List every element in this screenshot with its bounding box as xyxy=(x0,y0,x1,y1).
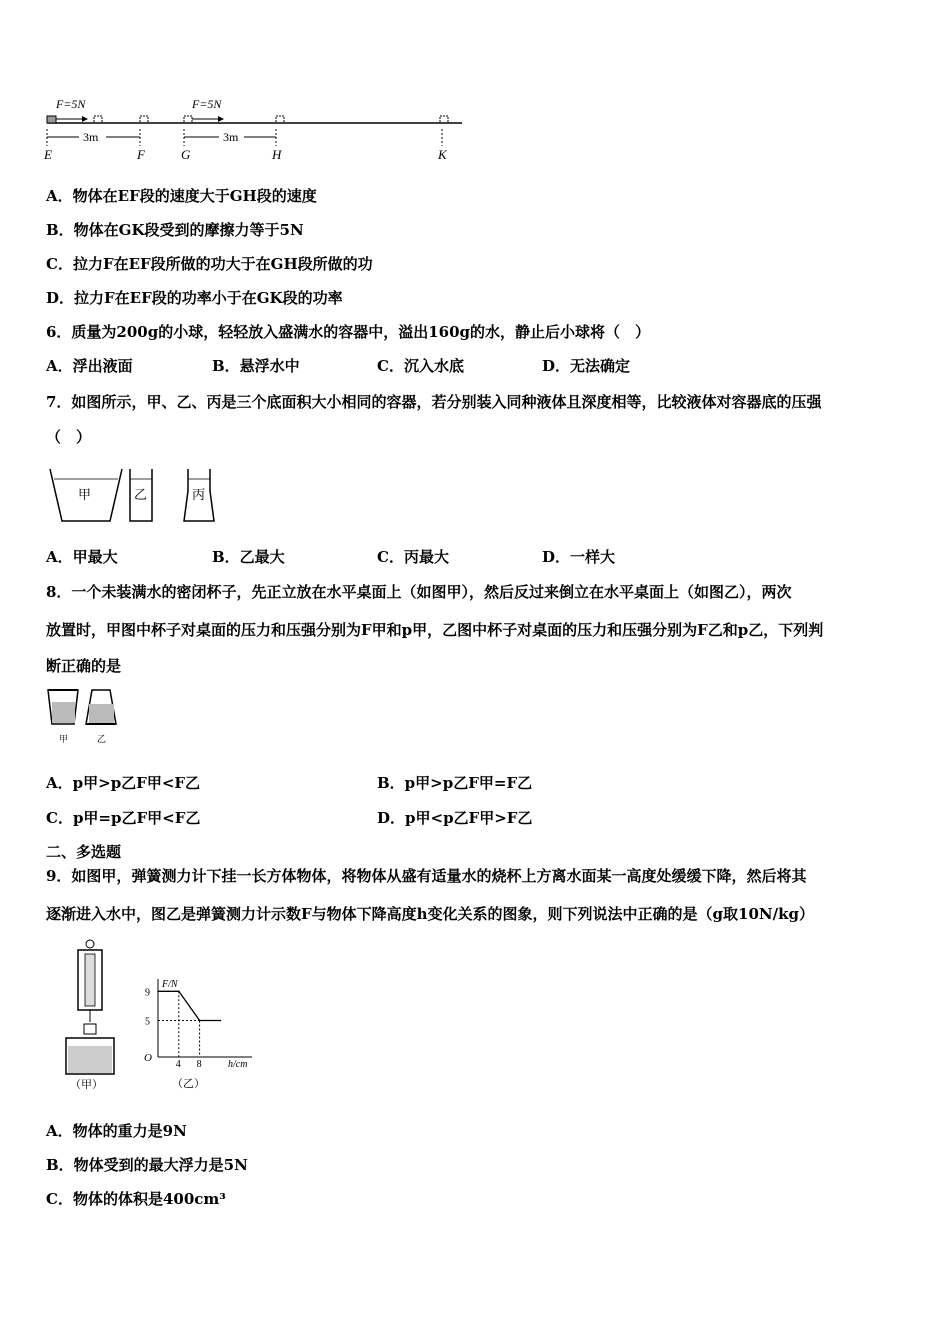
q7-option-a: A．甲最大 xyxy=(46,548,118,566)
x-tick-label: 4 xyxy=(175,1059,181,1070)
q5-option-c: C．拉力F在EF段所做的功大于在GH段所做的功 xyxy=(46,255,373,273)
q7-stem-line2: （ ） xyxy=(46,428,92,446)
q6-option-b: B．悬浮水中 xyxy=(212,357,300,375)
q5-option-b: B．物体在GK段受到的摩擦力等于5N xyxy=(46,221,304,239)
container-label-bing: 丙 xyxy=(192,487,206,502)
x-tick-label: 8 xyxy=(196,1059,202,1070)
q8-option-c: C．p甲=p乙F甲<F乙 xyxy=(46,809,201,827)
q7-option-c: C．丙最大 xyxy=(377,548,449,566)
q9-stem-line1: 9．如图甲，弹簧测力计下挂一长方体物体，将物体从盛有适量水的烧杯上方离水面某一高度处缓缓下降，然后将其 xyxy=(46,867,807,885)
cups-diagram xyxy=(46,686,126,746)
axis-origin: O xyxy=(144,1052,152,1064)
y-axis-label: F/N xyxy=(162,979,178,990)
q9-option-a: A．物体的重力是9N xyxy=(46,1122,187,1140)
point-e: E xyxy=(44,147,52,162)
q8-option-d: D．p甲<p乙F甲>F乙 xyxy=(377,809,533,827)
point-h: H xyxy=(272,147,282,162)
q8-stem-line2: 放置时，甲图中杯子对桌面的压力和压强分别为F甲和p甲，乙图中杯子对桌面的压力和压强分别为F乙和p乙，下列判 xyxy=(46,621,824,639)
q7-stem-line1: 7．如图所示，甲、乙、丙是三个底面积大小相同的容器，若分别装入同种液体且深度相等，比较液体对容器底的压强 xyxy=(46,393,822,411)
q8-stem-line3: 断正确的是 xyxy=(46,657,122,675)
apparatus-label: （甲） xyxy=(70,1079,103,1091)
point-f: F xyxy=(137,147,145,162)
cup-label-yi: 乙 xyxy=(97,734,107,744)
y-tick-label: 9 xyxy=(145,987,150,999)
distance-label-2: 3m xyxy=(223,130,239,144)
track-diagram xyxy=(44,96,469,166)
section-heading: 二、多选题 xyxy=(46,843,122,861)
q7-option-b: B．乙最大 xyxy=(212,548,285,566)
q6-option-a: A．浮出液面 xyxy=(46,357,133,375)
q9-stem-line2: 逐渐进入水中，图乙是弹簧测力计示数F与物体下降高度h变化关系的图象，则下列说法中正确的是（g取10N/kg） xyxy=(46,905,814,923)
container-label-yi: 乙 xyxy=(134,487,148,502)
q7-option-d: D．一样大 xyxy=(542,548,616,566)
cup-label-jia: 甲 xyxy=(59,734,69,744)
data-point xyxy=(220,1020,222,1022)
containers-diagram xyxy=(48,465,223,527)
point-k: K xyxy=(438,147,447,162)
q6-option-c: C．沉入水底 xyxy=(377,357,464,375)
chart-label: （乙） xyxy=(172,1078,205,1090)
distance-label-1: 3m xyxy=(83,130,99,144)
series-line-f xyxy=(158,991,220,1020)
q8-stem-line1: 8．一个未装满水的密闭杯子，先正立放在水平桌面上（如图甲），然后反过来倒立在水平桌面上（如图乙），两次 xyxy=(46,583,792,601)
q8-option-b: B．p甲>p乙F甲=F乙 xyxy=(377,774,533,792)
force-height-chart xyxy=(140,975,265,1093)
spring-scale-diagram xyxy=(62,938,122,1093)
data-point xyxy=(199,1020,201,1022)
q9-option-c: C．物体的体积是400cm³ xyxy=(46,1190,226,1208)
q6-option-d: D．无法确定 xyxy=(542,357,631,375)
data-point xyxy=(157,991,159,993)
q6-stem: 6．质量为200g的小球，轻轻放入盛满水的容器中，溢出160g的水，静止后小球将（ ） xyxy=(46,323,651,341)
x-axis-label: h/cm xyxy=(228,1059,248,1070)
q5-option-a: A．物体在EF段的速度大于GH段的速度 xyxy=(46,187,317,205)
data-point xyxy=(178,991,180,993)
point-g: G xyxy=(181,147,191,162)
container-label-jia: 甲 xyxy=(78,487,92,502)
y-tick-label: 5 xyxy=(145,1016,150,1028)
q9-option-b: B．物体受到的最大浮力是5N xyxy=(46,1156,248,1174)
force-label-1: F=5N xyxy=(56,97,86,111)
q5-option-d: D．拉力F在EF段的功率小于在GK段的功率 xyxy=(46,289,343,307)
q8-option-a: A．p甲>p乙F甲<F乙 xyxy=(46,774,201,792)
force-label-2: F=5N xyxy=(192,97,222,111)
